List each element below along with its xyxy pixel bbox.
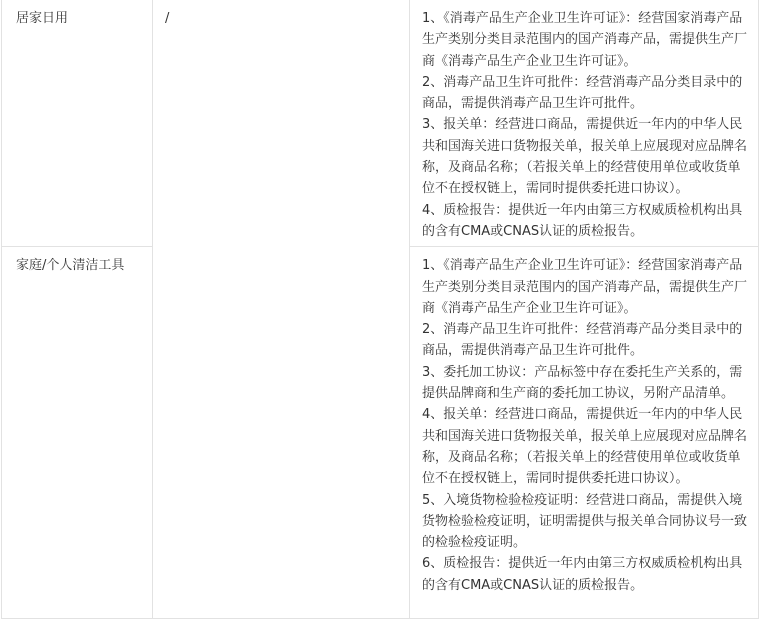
requirement-item: 1、《消毒产品生产企业卫生许可证》：经营国家消毒产品生产类别分类目录范围内的国产消毒产品，需提供生产厂商《消毒产品生产企业卫生许可证》。 — [422, 258, 748, 316]
requirement-item: 1、《消毒产品生产企业卫生许可证》：经营国家消毒产品生产类别分类目录范围内的国产消毒产品，需提供生产厂商《消毒产品生产企业卫生许可证》。 — [422, 11, 748, 69]
category-cell: 居家日用 — [2, 0, 153, 247]
requirements-cell — [410, 0, 759, 247]
separator-cell: / — [153, 0, 410, 619]
requirement-item: 2、消毒产品卫生许可批件：经营消毒产品分类目录中的商品，需提供消毒产品卫生许可批件。 — [422, 322, 743, 359]
requirements-cell — [410, 247, 759, 619]
requirement-item: 5、入境货物检验检疫证明：经营进口商品，需提供入境货物检验检疫证明，证明需提供与报关单合同协议号一致的检验检疫证明。 — [422, 492, 748, 551]
requirement-item: 3、委托加工协议：产品标签中存在委托生产关系的，需提供品牌商和生产商的委托加工协议，另附产品清单。 — [422, 364, 743, 402]
requirement-item: 2、消毒产品卫生许可批件：经营消毒产品分类目录中的商品，需提供消毒产品卫生许可批件。 — [422, 74, 743, 112]
qualification-table — [1, 0, 759, 619]
requirement-item: 4、报关单：经营进口商品，需提供近一年内的中华人民共和国海关进口货物报关单，报关单上应展现对应品牌名称，及商品名称；（若报关单上的经营使用单位或收货单位不在授权链上，需同时提供委托进口协议）。 — [422, 407, 748, 487]
requirement-item: 3、报关单：经营进口商品，需提供近一年内的中华人民共和国海关进口货物报关单，报关单上应展现对应品牌名称，及商品名称；（若报关单上的经营使用单位或收货单位不在授权链上，需同时提供委托进口协议）。 — [422, 117, 748, 197]
requirement-item: 6、质检报告：提供近一年内由第三方权威质检机构出具的含有CMA或CNAS认证的质检报告。 — [422, 556, 743, 593]
category-cell: 家庭/个人清洁工具 — [2, 247, 153, 619]
requirement-item: 4、质检报告：提供近一年内由第三方权威质检机构出具的含有CMA或CNAS认证的质检报告。 — [422, 202, 743, 239]
table-row — [2, 0, 759, 247]
